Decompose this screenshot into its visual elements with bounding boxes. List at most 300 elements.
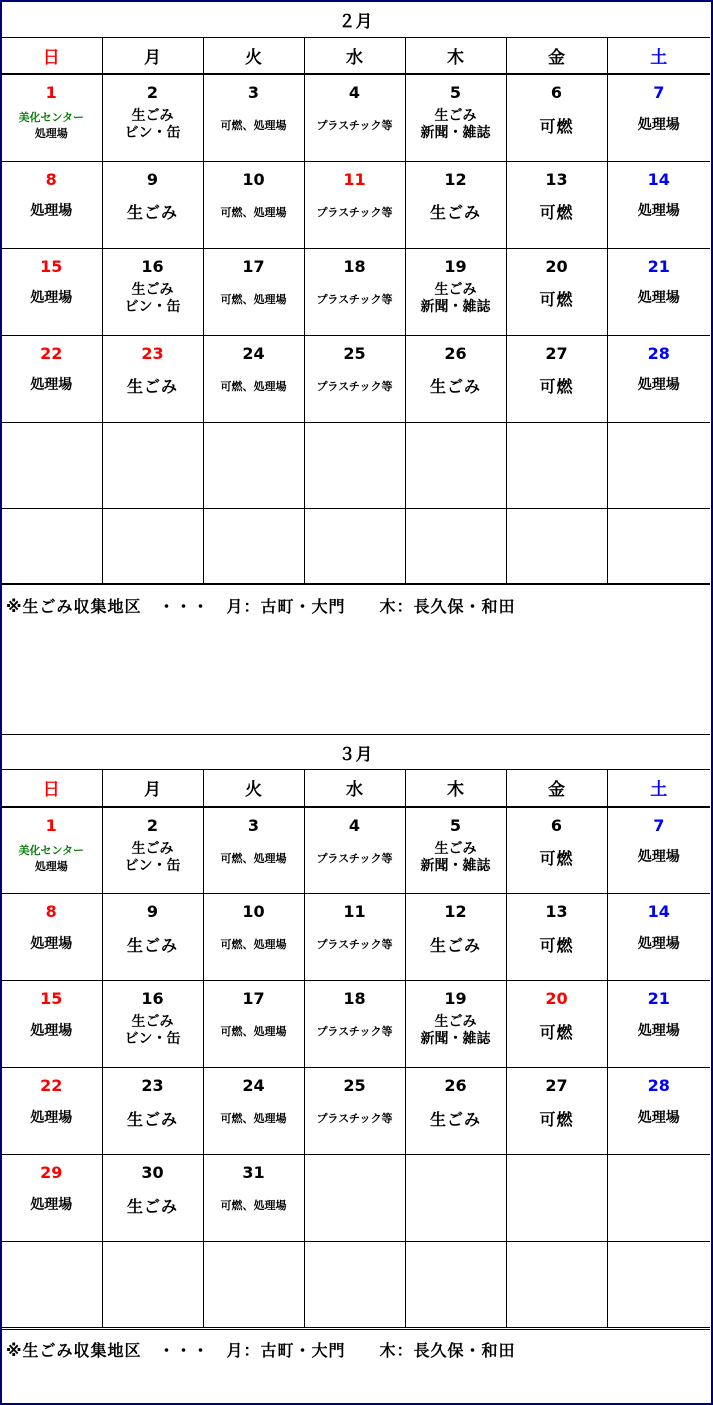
collection-label <box>507 101 607 149</box>
collection-label <box>406 1094 506 1142</box>
collection-label-line: プラスチック等 <box>316 851 393 865</box>
collection-label-line: プラスチック等 <box>316 1025 393 1038</box>
collection-label-line: 生ごみ <box>429 203 481 222</box>
collection-label-line: 生ごみ <box>434 281 477 298</box>
collection-label-line: ビン・缶 <box>124 298 181 315</box>
day-number: 2 <box>146 815 159 835</box>
collection-label <box>608 834 711 882</box>
day-cell <box>1 894 102 981</box>
collection-label <box>608 1007 711 1055</box>
day-number: 13 <box>545 902 568 921</box>
collection-area-note: ※生ごみ収集地区 ・・・ 月：古町・大門 木：長久保・和田 <box>1 1329 710 1401</box>
week-row <box>1 248 710 335</box>
weekday-sat: 土 <box>607 37 710 74</box>
collection-label <box>1 275 102 323</box>
weekday-header <box>1 37 710 74</box>
collection-label-line: 処理場 <box>637 203 680 219</box>
collection-label-line: 可燃、処理場 <box>220 119 287 132</box>
collection-label <box>204 188 304 236</box>
collection-label-line: 可燃、処理場 <box>220 379 287 393</box>
day-cell <box>506 508 607 583</box>
day-cell <box>506 1155 607 1242</box>
day-number: 27 <box>545 1076 568 1095</box>
day-cell <box>304 981 405 1068</box>
day-number: 5 <box>449 815 462 835</box>
weekday-tue: 火 <box>203 37 304 74</box>
collection-label-line: 新聞・雑誌 <box>420 298 491 315</box>
day-cell <box>102 981 203 1068</box>
day-cell <box>506 894 607 981</box>
day-number: 17 <box>242 256 265 276</box>
collection-label-line: 処理場 <box>637 1022 680 1039</box>
collection-label-line: ビン・缶 <box>124 125 181 141</box>
collection-label <box>1 101 102 149</box>
day-cell <box>203 1242 304 1328</box>
day-number: 25 <box>343 343 366 363</box>
day-cell <box>203 1068 304 1155</box>
collection-label <box>608 920 711 968</box>
day-number: 17 <box>242 989 265 1008</box>
day-number: 27 <box>545 343 568 363</box>
collection-label <box>103 1007 203 1055</box>
weekday-sun: 日 <box>1 37 102 74</box>
day-cell <box>506 1068 607 1155</box>
weekday-fri: 金 <box>506 37 607 74</box>
day-number: 24 <box>242 343 265 363</box>
day-cell <box>1 335 102 422</box>
collection-area-note: ※生ごみ収集地区 ・・・ 月：古町・大門 木：長久保・和田 <box>1 584 710 733</box>
day-cell <box>1 807 102 894</box>
collection-label-line: 処理場 <box>30 935 73 952</box>
day-number: 26 <box>444 343 467 363</box>
day-cell <box>1 74 102 161</box>
day-cell <box>506 807 607 894</box>
day-number: 9 <box>146 902 159 921</box>
collection-label <box>103 920 203 968</box>
day-cell <box>1 248 102 335</box>
day-cell <box>102 422 203 508</box>
week-row <box>1 981 710 1068</box>
collection-label-line: プラスチック等 <box>316 1112 393 1125</box>
weekday-mon: 月 <box>102 770 203 807</box>
collection-label <box>305 1007 405 1055</box>
weekday-thu: 木 <box>405 770 506 807</box>
day-cell <box>607 335 710 422</box>
collection-label-line: 新聞・雑誌 <box>420 125 491 141</box>
day-cell <box>102 894 203 981</box>
day-cell <box>102 508 203 583</box>
day-cell <box>607 248 710 335</box>
day-cell <box>203 508 304 583</box>
collection-label-line: 生ごみ <box>131 1014 174 1030</box>
day-cell <box>1 981 102 1068</box>
collection-label <box>406 920 506 968</box>
collection-label <box>1 834 102 882</box>
day-cell <box>405 894 506 981</box>
collection-label-line: 処理場 <box>637 377 680 393</box>
collection-label-line: 生ごみ <box>126 377 178 396</box>
day-cell <box>506 161 607 248</box>
day-number: 23 <box>141 1076 164 1095</box>
day-number: 20 <box>545 256 568 276</box>
month-title: ２月 <box>1 2 710 37</box>
collection-label-line: 生ごみ <box>126 935 178 955</box>
collection-label-line: 可燃、処理場 <box>220 205 287 219</box>
month-title: ３月 <box>1 735 710 770</box>
day-cell <box>405 422 506 508</box>
day-number: 28 <box>647 343 670 363</box>
collection-label <box>608 275 711 323</box>
collection-label-line: 可燃 <box>539 290 574 309</box>
collection-label-line: 処理場 <box>30 377 73 393</box>
day-cell <box>506 981 607 1068</box>
collection-label-line: 処理場 <box>34 859 68 873</box>
collection-label-line: 可燃、処理場 <box>220 938 287 951</box>
collection-label <box>608 1094 711 1142</box>
weekday-header <box>1 770 710 807</box>
day-number: 13 <box>545 169 568 189</box>
day-number: 18 <box>343 256 366 276</box>
day-cell <box>203 894 304 981</box>
collection-label <box>608 362 711 410</box>
collection-label-line: ビン・缶 <box>124 857 181 874</box>
day-cell <box>102 1068 203 1155</box>
day-cell <box>607 508 710 583</box>
weekday-wed: 水 <box>304 37 405 74</box>
collection-label-line: 可燃 <box>539 203 574 222</box>
collection-label <box>305 834 405 882</box>
day-cell <box>506 335 607 422</box>
collection-label-line: 生ごみ <box>429 377 481 396</box>
weekday-wed: 水 <box>304 770 405 807</box>
collection-label <box>406 362 506 410</box>
week-row <box>1 422 710 508</box>
day-number: 11 <box>343 169 366 189</box>
day-cell <box>1 1242 102 1328</box>
day-number: 3 <box>247 815 260 835</box>
collection-label-line: 生ごみ <box>131 840 174 857</box>
collection-label-line: 処理場 <box>637 116 680 133</box>
day-number: 8 <box>45 902 57 921</box>
calendar-march <box>1 734 710 1328</box>
collection-label-line: 生ごみ <box>126 1109 178 1129</box>
day-number: 10 <box>242 169 265 189</box>
day-cell <box>405 335 506 422</box>
collection-label-line: 処理場 <box>30 290 73 306</box>
day-number: 30 <box>141 1163 164 1182</box>
week-row <box>1 894 710 981</box>
day-number: 1 <box>45 815 57 835</box>
collection-label <box>103 275 203 323</box>
collection-label-line: 処理場 <box>30 1196 73 1213</box>
day-number: 4 <box>348 815 361 835</box>
collection-label <box>1 920 102 968</box>
day-number: 19 <box>444 989 467 1008</box>
day-number: 11 <box>343 902 366 921</box>
collection-label <box>1 1094 102 1142</box>
day-cell <box>304 248 405 335</box>
collection-label-line: 新聞・雑誌 <box>420 857 491 874</box>
collection-label <box>305 1094 405 1142</box>
collection-label <box>1 188 102 236</box>
day-number: 16 <box>141 989 164 1008</box>
day-cell <box>102 74 203 161</box>
collection-label <box>204 275 304 323</box>
day-cell <box>607 1155 710 1242</box>
collection-label-line: 可燃 <box>539 377 574 396</box>
collection-label <box>1 1007 102 1055</box>
day-cell <box>607 981 710 1068</box>
day-cell <box>1 161 102 248</box>
collection-label <box>103 362 203 410</box>
collection-label-line: 可燃 <box>539 849 574 868</box>
weekday-sat: 土 <box>607 770 710 807</box>
calendar-february <box>1 2 710 584</box>
collection-label-line: プラスチック等 <box>316 379 393 393</box>
collection-label-line: プラスチック等 <box>316 292 393 306</box>
day-cell <box>1 1068 102 1155</box>
day-number: 7 <box>653 815 665 835</box>
collection-label <box>507 188 607 236</box>
day-number: 12 <box>444 902 467 921</box>
day-number: 18 <box>343 989 366 1008</box>
day-cell <box>506 1242 607 1328</box>
collection-label <box>204 1094 304 1142</box>
collection-label-line: 可燃、処理場 <box>220 851 287 865</box>
collection-label <box>305 920 405 968</box>
day-number: 16 <box>141 256 164 276</box>
day-cell <box>304 1242 405 1328</box>
collection-label <box>507 275 607 323</box>
day-cell <box>203 335 304 422</box>
day-cell <box>102 1242 203 1328</box>
day-cell <box>304 161 405 248</box>
collection-label-line: 処理場 <box>34 127 68 140</box>
collection-label <box>406 834 506 882</box>
day-number: 6 <box>550 83 563 102</box>
collection-label-line: 生ごみ <box>434 108 477 124</box>
collection-label <box>608 101 711 149</box>
day-cell <box>607 161 710 248</box>
day-number: 14 <box>647 169 670 189</box>
day-cell <box>607 894 710 981</box>
collection-label <box>204 1181 304 1229</box>
collection-label <box>507 1007 607 1055</box>
day-cell <box>304 335 405 422</box>
day-number: 29 <box>40 1163 63 1182</box>
day-cell <box>102 1155 203 1242</box>
collection-label <box>305 101 405 149</box>
day-cell <box>203 981 304 1068</box>
collection-label-line: 生ごみ <box>429 935 481 955</box>
collection-label <box>103 1094 203 1142</box>
day-cell <box>405 74 506 161</box>
day-number: 19 <box>444 256 467 276</box>
day-number: 14 <box>647 902 670 921</box>
collection-label <box>305 362 405 410</box>
collection-label-line: 生ごみ <box>131 108 174 124</box>
collection-label-line: 可燃、処理場 <box>220 1025 287 1038</box>
day-cell <box>405 1242 506 1328</box>
collection-label <box>507 362 607 410</box>
day-cell <box>1 422 102 508</box>
day-cell <box>607 1242 710 1328</box>
day-number: 25 <box>343 1076 366 1095</box>
day-number: 24 <box>242 1076 265 1095</box>
day-cell <box>203 248 304 335</box>
day-cell <box>304 74 405 161</box>
day-cell <box>304 894 405 981</box>
weekday-mon: 月 <box>102 37 203 74</box>
day-number: 1 <box>45 83 57 102</box>
day-number: 22 <box>40 343 63 363</box>
collection-label-line: 美化センター <box>18 843 85 857</box>
day-cell <box>405 248 506 335</box>
day-number: 26 <box>444 1076 467 1095</box>
day-cell <box>506 422 607 508</box>
collection-label-line: ビン・缶 <box>124 1031 181 1047</box>
day-cell <box>607 1068 710 1155</box>
collection-label <box>204 1007 304 1055</box>
day-cell <box>405 1155 506 1242</box>
day-number: 3 <box>247 83 260 102</box>
day-cell <box>607 74 710 161</box>
collection-label-line: 可燃 <box>539 1109 574 1129</box>
collection-label-line: 処理場 <box>30 203 73 219</box>
day-cell <box>405 161 506 248</box>
collection-label <box>406 1007 506 1055</box>
day-number: 2 <box>146 83 159 102</box>
day-number: 15 <box>40 256 63 276</box>
week-row <box>1 161 710 248</box>
day-number: 6 <box>550 815 563 835</box>
day-number: 20 <box>545 989 568 1008</box>
day-cell <box>203 807 304 894</box>
collection-label <box>1 362 102 410</box>
collection-label-line: 可燃、処理場 <box>220 1112 287 1125</box>
collection-label-line: 可燃 <box>539 1022 574 1042</box>
collection-label-line: 美化センター <box>18 111 85 124</box>
collection-label-line: プラスチック等 <box>316 205 393 219</box>
day-cell <box>203 1155 304 1242</box>
day-cell <box>607 422 710 508</box>
collection-label-line: 処理場 <box>637 290 680 306</box>
day-cell <box>405 508 506 583</box>
day-number: 28 <box>647 1076 670 1095</box>
collection-label-line: 生ごみ <box>126 203 178 222</box>
day-cell <box>203 161 304 248</box>
collection-label <box>103 188 203 236</box>
collection-label <box>406 188 506 236</box>
day-cell <box>203 422 304 508</box>
collection-label <box>507 1094 607 1142</box>
weekday-fri: 金 <box>506 770 607 807</box>
collection-label <box>507 920 607 968</box>
collection-label-line: 処理場 <box>637 849 680 865</box>
collection-label <box>204 101 304 149</box>
day-number: 9 <box>146 169 159 189</box>
day-cell <box>405 981 506 1068</box>
week-row <box>1 508 710 583</box>
collection-label <box>1 1181 102 1229</box>
day-cell <box>102 161 203 248</box>
day-cell <box>506 248 607 335</box>
day-cell <box>405 1068 506 1155</box>
collection-label-line: 処理場 <box>637 1109 680 1126</box>
day-cell <box>304 422 405 508</box>
week-row <box>1 1068 710 1155</box>
collection-label-line: 生ごみ <box>434 1014 477 1030</box>
collection-label-line: 新聞・雑誌 <box>420 1031 491 1047</box>
collection-label <box>103 101 203 149</box>
collection-label-line: 生ごみ <box>429 1109 481 1129</box>
collection-label <box>406 275 506 323</box>
collection-label <box>204 362 304 410</box>
day-number: 12 <box>444 169 467 189</box>
collection-label-line: プラスチック等 <box>316 119 393 132</box>
day-cell <box>102 335 203 422</box>
calendar-body <box>1 74 710 583</box>
day-number: 7 <box>653 83 665 102</box>
collection-label-line: プラスチック等 <box>316 938 393 951</box>
collection-label <box>406 101 506 149</box>
collection-label-line: 可燃 <box>539 935 574 955</box>
collection-label-line: 可燃 <box>539 116 574 136</box>
day-number: 21 <box>647 989 670 1008</box>
collection-label <box>204 834 304 882</box>
collection-label <box>103 1181 203 1229</box>
collection-label-line: 処理場 <box>637 935 680 952</box>
day-cell <box>1 1155 102 1242</box>
collection-label-line: 処理場 <box>30 1022 73 1039</box>
collection-label <box>507 834 607 882</box>
collection-label <box>608 188 711 236</box>
day-number: 5 <box>449 83 462 102</box>
day-cell <box>102 248 203 335</box>
weekday-thu: 木 <box>405 37 506 74</box>
weekday-sun: 日 <box>1 770 102 807</box>
collection-label-line: 可燃、処理場 <box>220 292 287 306</box>
calendar-body <box>1 807 710 1328</box>
collection-label <box>204 920 304 968</box>
collection-label-line: 処理場 <box>30 1109 73 1126</box>
week-row <box>1 807 710 894</box>
week-row <box>1 335 710 422</box>
collection-label <box>305 188 405 236</box>
weekday-tue: 火 <box>203 770 304 807</box>
day-cell <box>102 807 203 894</box>
day-number: 10 <box>242 902 265 921</box>
day-cell <box>405 807 506 894</box>
collection-label-line: 生ごみ <box>434 840 477 857</box>
day-cell <box>304 1068 405 1155</box>
collection-label <box>305 275 405 323</box>
day-cell <box>1 508 102 583</box>
week-row <box>1 1155 710 1242</box>
collection-label <box>103 834 203 882</box>
day-cell <box>203 74 304 161</box>
day-number: 22 <box>40 1076 63 1095</box>
day-cell <box>304 807 405 894</box>
day-number: 8 <box>45 169 57 189</box>
day-number: 21 <box>647 256 670 276</box>
day-number: 23 <box>141 343 164 363</box>
day-number: 4 <box>348 83 361 102</box>
week-row <box>1 74 710 161</box>
day-cell <box>304 508 405 583</box>
day-number: 15 <box>40 989 63 1008</box>
day-cell <box>607 807 710 894</box>
